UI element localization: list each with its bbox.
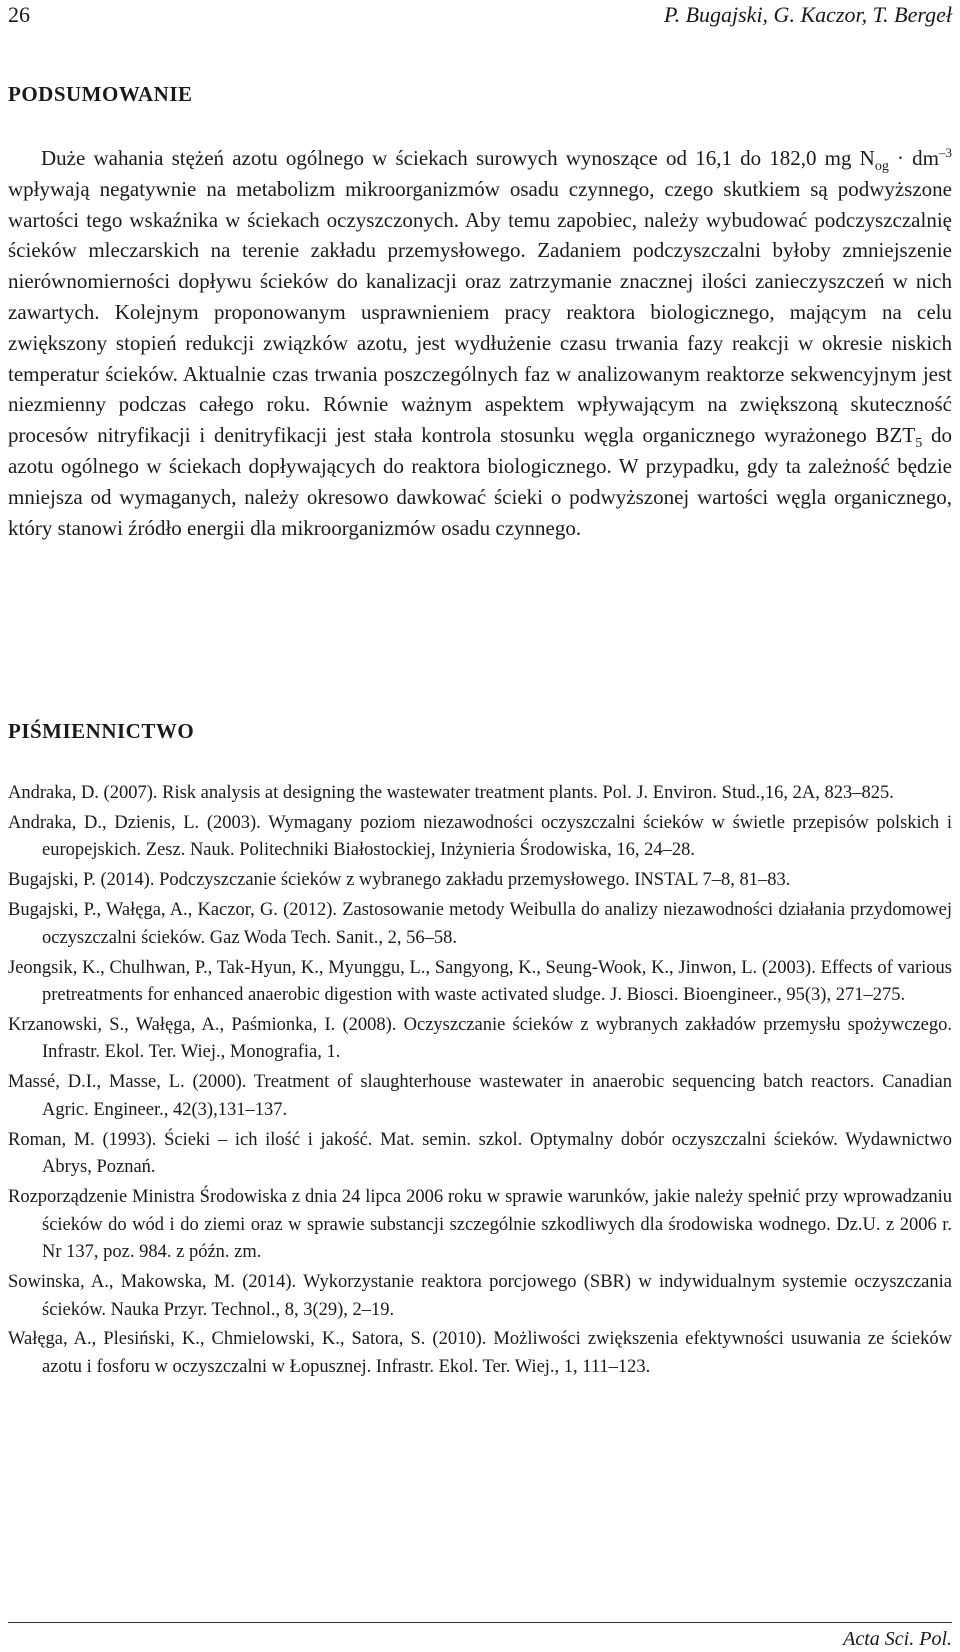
reference-item: Jeongsik, K., Chulhwan, P., Tak-Hyun, K., Myunggu, L., Sangyong, K., Seung-Wook, K., Jinwon, L. (2003). Effects of various pretreatments for enhanced anaerobic digestion with waste activated sludge. J. Biosci. Bioengineer., 95(3), 271–275. xyxy=(8,957,952,1006)
summary-paragraph xyxy=(8,143,952,543)
summary-text-part-1: Duże wahania stężeń azotu ogólnego w ściekach surowych wynoszące od 16,1 do 182,0 mg N xyxy=(41,146,875,170)
subscript-5: 5 xyxy=(915,436,923,452)
reference-item: Bugajski, P., Wałęga, A., Kaczor, G. (2012). Zastosowanie metody Weibulla do analizy niezawodności działania przydomowej oczyszczalni ścieków. Gaz Woda Tech. Sanit., 2, 56–58. xyxy=(8,900,952,948)
summary-text-part-2: · dm xyxy=(888,146,939,170)
page-number: 26 xyxy=(8,2,30,27)
summary-heading: PODSUMOWANIE xyxy=(8,82,193,106)
reference-item: Andraka, D. (2007). Risk analysis at designing the wastewater treatment plants. Pol. J. Environ. Stud.,16, 2A, 823–825. xyxy=(8,783,894,803)
page-header xyxy=(8,0,952,30)
reference-item: Sowinska, A., Makowska, M. (2014). Wykorzystanie reaktora porcjowego (SBR) w indywidualnym systemie oczyszczania ścieków. Nauka Przyr. Technol., 8, 3(29), 2–19. xyxy=(8,1272,952,1320)
reference-item: Roman, M. (1993). Ścieki – ich ilość i jakość. Mat. semin. szkol. Optymalny dobór oczyszczalni ścieków. Wydawnictwo Abrys, Poznań. xyxy=(8,1129,952,1178)
reference-item: Wałęga, A., Plesiński, K., Chmielowski, K., Satora, S. (2010). Możliwości zwiększenia efektywności usuwania ze ścieków azotu i fosforu w oczyszczalni w Łopusznej. Infrastr. Ekol. Ter. Wiej., 1, 111–123. xyxy=(8,1329,952,1377)
reference-item: Krzanowski, S., Wałęga, A., Paśmionka, I. (2008). Oczyszczanie ścieków z wybranych zakładów przemysłu spożywczego. Infrastr. Ekol. Ter. Wiej., Monografia, 1. xyxy=(8,1014,952,1063)
summary-text-part-4: do azotu ogólnego w ściekach dopływających do reaktora biologicznego. W przypadku, gdy ta zależność będzie mniejsza od wymaganych, należy okresowo dawkować ścieki o podwyższonej wartości węgla organicznego, który stanowi źródło energii dla mikroorganizmów osadu czynnego. xyxy=(8,423,953,540)
footer-journal-name: Acta Sci. Pol. xyxy=(843,1628,952,1650)
running-head-authors: P. Bugajski, G. Kaczor, T. Bergeł xyxy=(663,2,952,27)
references-heading: PIŚMIENNICTWO xyxy=(8,719,195,743)
footer-divider xyxy=(8,1622,952,1623)
superscript-minus-3: –3 xyxy=(939,145,952,160)
reference-item: Rozporządzenie Ministra Środowiska z dnia 24 lipca 2006 roku w sprawie warunków, jakie należy spełnić przy wprowadzaniu ścieków do wód i do ziemi oraz w sprawie substancji szczególnie szkodliwych dla środowiska wodnego. Dz.U. z 2006 r. Nr 137, poz. 984. z późn. zm. xyxy=(8,1187,952,1263)
summary-text-part-3: wpływają negatywnie na metabolizm mikroorganizmów osadu czynnego, czego skutkiem są podwyższone wartości tego wskaźnika w ściekach oczyszczonych. Aby temu zapobiec, należy wybudować podczyszczalnię ścieków mleczarskich na terenie zakładu przemysłowego. Zadaniem podczyszczalni byłoby zmniejszenie nierównomierności dopływu ścieków do kanalizacji oraz zatrzymanie znacznej ilości zanieczyszczeń w nich zawartych. Kolejnym proponowanym usprawnieniem pracy reaktora biologicznego, mającym na celu zwiększony stopień redukcji związków azotu, jest wydłużenie czasu trwania fazy reakcji w okresie niskich temperatur ścieków. Aktualnie czas trwania poszczególnych faz w analizowanym reaktorze sekwencyjnym jest niezmienny podczas całego roku. Równie ważnym aspektem wpływającym na zwiększoną skuteczność procesów nitryfikacji i denitryfikacji jest stała kontrola stosunku węgla organicznego wyrażonego BZT xyxy=(8,176,952,448)
reference-item: Bugajski, P. (2014). Podczyszczanie ścieków z wybranego zakładu przemysłowego. INSTAL 7–8, 81–83. xyxy=(8,870,791,891)
reference-list xyxy=(8,780,952,1384)
subscript-og: og xyxy=(874,159,889,175)
reference-item: Massé, D.I., Masse, L. (2000). Treatment of slaughterhouse wastewater in anaerobic sequencing batch reactors. Canadian Agric. Engineer., 42(3),131–137. xyxy=(8,1072,952,1120)
reference-item: Andraka, D., Dzienis, L. (2003). Wymagany poziom niezawodności oczyszczalni ścieków w świetle przepisów polskich i europejskich. Zesz. Nauk. Politechniki Białostockiej, Inżynieria Środowiska, 16, 24–28. xyxy=(8,812,952,861)
